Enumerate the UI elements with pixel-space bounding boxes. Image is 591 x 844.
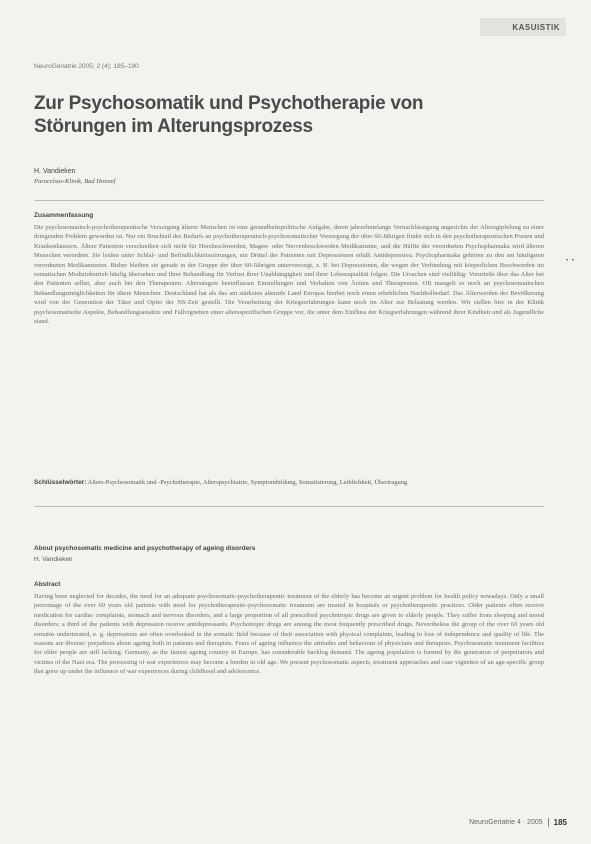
english-author: H. Vandieken bbox=[34, 556, 73, 563]
section-label: KASUISTIK bbox=[480, 18, 566, 36]
divider bbox=[34, 506, 544, 507]
keywords-text: Alters-Psychosomatik und -Psychotherapie, Alterspsychiatrie, Symptombildung, Somatisierung, Leiblichkeit, Übertragung bbox=[87, 479, 408, 486]
author: H. Vandieken bbox=[34, 168, 76, 175]
article-title: Zur Psychosomatik und Psychotherapie von Störungen im Alterungsprozess bbox=[34, 93, 424, 137]
footer-journal: NeuroGeriatrie 4 · 2005 bbox=[469, 819, 543, 826]
zusammenfassung-text: Die psychosomatisch-psychotherapeutische Versorgung älterer Menschen ist eine gesundheitspolitische Aufgabe, deren jahrzehntelange Vernachlässigung angesichts der Altersgipfelung zu einer dringenden Problem geworden ist. Nur ein Bruchteil des Bedarfs an psychotherapeutisch-psychosomatischer Versorgung der über 60-Jährigen findet sich in den psychotherapeutischen Praxen und Krankenhäusern. Ältere Patienten verschreiben sich nicht für Herzbeschwerden, Magen- oder Nervenbeschwerden Medikamente, und die Hälfte der verordneten Psychopharmaka wird älteren Menschen verordnet. Sie leiden unter Schlaf- und Befindlichkeitsstörungen, ein Drittel der Patienten mit Depressionen erhält Antidepressiva. Psychopharmaka gehören zu den am häufigsten verordneten Medikamenten. Bisher bleiben sie gerade in der Gruppe der über 60-Jährigen unterversorgt, z. B. bei Depressionen, die wegen der Verbindung mit körperlichen Beschwerden im somatischen Medizinbetrieb häufig übersehen und ihrer Behandlung für Verlust ihrer Unabhängigkeit und ihrer Lebensqualität folgen. Die Ursachen sind vielfältig: Vorurteile über das Alter bei den Patienten selbst, aber auch bei den Therapeuten. Altersängste beeinflussen Einstellungen und Verhalten von Ärzten und Therapeuten. Oft mangelt es noch an psychosomatischen Behandlungsmöglichkeiten für ältere Menschen. Deutschland hat als das am stärksten alternde Land Europas hierbei noch einen erheblichen Nachholbedarf. Das Älterwerden der Bevölkerung wird von der Generation der Täter und Opfer der NS-Zeit gestellt. Die Verarbeitung der Kriegserfahrungen kann noch im Alter zur Belastung werden. Wir stellen hier in der Klinik psychosomatische Aspekte, Behandlungsansätze und Fallvignetten einer altersspezifischen Gruppe vor, die unter dem Einfluss der Kriegserfahrungen während ihrer Kindheit und als Jugendliche stand. bbox=[34, 224, 544, 326]
citation: NeuroGeriatrie 2005; 2 (4): 185–190 bbox=[34, 63, 139, 70]
keywords-label: Schlüsselwörter: bbox=[34, 479, 87, 486]
abstract-heading: Abstract bbox=[34, 581, 61, 588]
page-footer bbox=[469, 818, 567, 827]
abstract-text: Having been neglected for decades, the need for an adequate psychosomatic-psychotherapeutic treatment of the elderly has become an urgent problem for health policy nowadays. Only a small percentage of the over 60 years old patients with need for psychotherapeutic-psychosomatic treatment are treated in hospitals or psychotherapeutic practices. Older patients often receive medication for cardiac complaints, stomach and nervous disorders, and a large proportion of all prescribed psychotropic drugs are given to elderly people. They suffer from sleeping and mood disorders; a third of the patients with depression receive antidepressants. Psychotropic drugs are among the most frequently prescribed drugs. Nevertheless the group of the over 60 years old remains undertreated, e. g. depressions are often overlooked in the somatic field because of their association with physical complaints, leading to loss of independence and quality of life. The reasons are diverse: prejudices about ageing both in patients and therapists. Fears of ageing influence the attitudes and behaviour of physicians and therapists. Psychosomatic treatment facilities for older people are still lacking. Germany, as the fastest ageing country in Europe, has considerable backlog demand. The ageing population is formed by the generation of perpetrators and victims of the Nazi era. The processing of war experiences may become a burden in old age. We present psychosomatic aspects, treatment approaches and case vignettes of an age-specific group that grew up under the influence of war experiences during childhood and adolescence. bbox=[34, 593, 544, 676]
english-title: About psychosomatic medicine and psychotherapy of ageing disorders bbox=[34, 545, 256, 552]
page-number: 185 bbox=[553, 818, 567, 827]
affiliation: Paracelsus-Klinik, Bad Honnef bbox=[34, 178, 116, 185]
zusammenfassung-heading: Zusammenfassung bbox=[34, 212, 94, 219]
footer-separator bbox=[548, 818, 549, 827]
divider bbox=[34, 200, 544, 201]
margin-mark: • • bbox=[566, 258, 575, 264]
keywords bbox=[34, 478, 544, 487]
